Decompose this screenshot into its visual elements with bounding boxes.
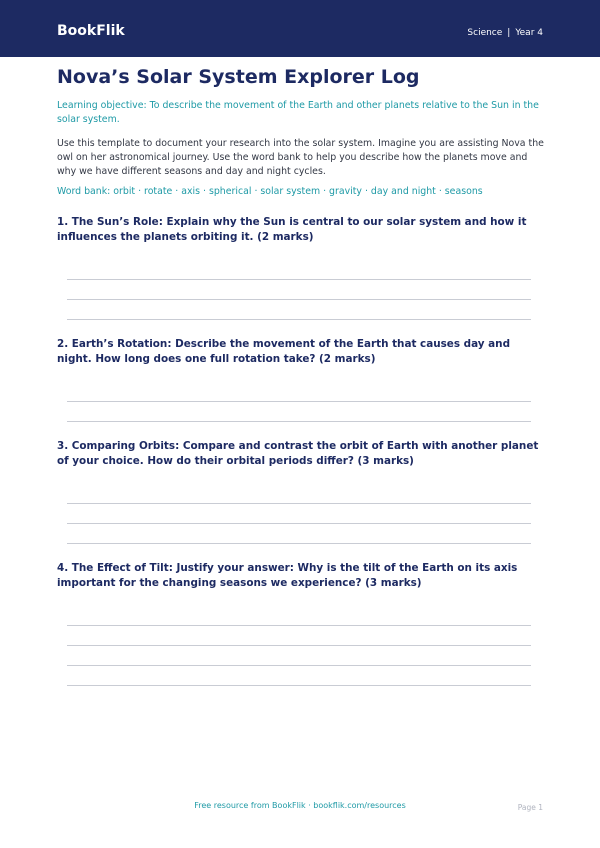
subject-year-label — [467, 28, 543, 38]
brand-logo-text: BookFlik — [57, 23, 125, 39]
footer-credit: Free resource from BookFlik · bookflik.com/resources — [194, 801, 406, 810]
question-2: 2. Earth’s Rotation: Describe the movement of the Earth that causes day and night. How long does one full rotation take? (2 marks) — [57, 338, 511, 365]
answer-line-q4-2[interactable] — [67, 645, 531, 646]
answer-line-q4-1[interactable] — [67, 625, 531, 626]
page-number: Page 1 — [517, 803, 543, 812]
question-3: 3. Comparing Orbits: Compare and contrast the orbit of Earth with another planet of your choice. How do their orbital periods differ? (3 marks) — [57, 440, 539, 467]
answer-line-q4-3[interactable] — [67, 665, 531, 666]
answer-line-q1-3[interactable] — [67, 319, 531, 320]
answer-line-q3-1[interactable] — [67, 503, 531, 504]
intro-paragraph: Use this template to document your research into the solar system. Imagine you are assisting Nova the owl on her astronomical journey. Use the word bank to help you describe how the planets move and why we have different seasons and day and night cycles. — [57, 138, 544, 177]
answer-line-q2-1[interactable] — [67, 401, 531, 402]
answer-line-q1-1[interactable] — [67, 279, 531, 280]
question-4: 4. The Effect of Tilt: Justify your answer: Why is the tilt of the Earth on its axis important for the changing seasons we experience? (3 marks) — [57, 562, 518, 589]
word-bank: Word bank: orbit · rotate · axis · spherical · solar system · gravity · day and night · seasons — [57, 186, 483, 197]
page-header — [0, 0, 600, 57]
subject-label: Science — [467, 28, 503, 38]
answer-line-q3-2[interactable] — [67, 523, 531, 524]
answer-line-q2-2[interactable] — [67, 421, 531, 422]
answer-line-q1-2[interactable] — [67, 299, 531, 300]
answer-line-q4-4[interactable] — [67, 685, 531, 686]
answer-line-q3-3[interactable] — [67, 543, 531, 544]
crumb-separator: | — [507, 28, 511, 38]
year-label: Year 4 — [515, 28, 543, 38]
learning-objective: Learning objective: To describe the movement of the Earth and other planets relative to the Sun in the solar system. — [57, 100, 539, 125]
question-1: 1. The Sun’s Role: Explain why the Sun is central to our solar system and how it influences the planets orbiting it. (2 marks) — [57, 216, 527, 243]
page-title: Nova’s Solar System Explorer Log — [57, 66, 420, 88]
